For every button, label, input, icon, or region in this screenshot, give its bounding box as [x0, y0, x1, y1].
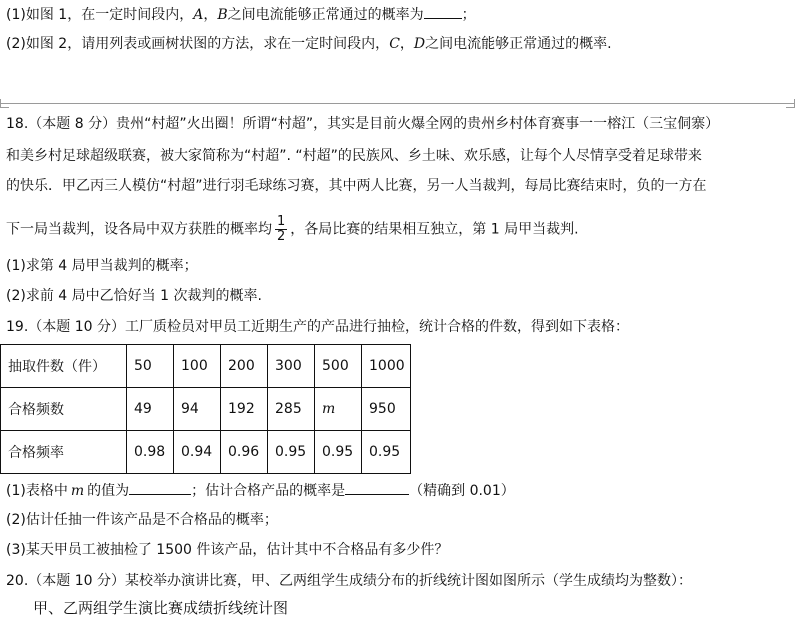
section-mark-right	[786, 99, 795, 108]
table-cell: 500	[315, 345, 362, 388]
q17-part1	[6, 3, 476, 25]
table-cell: m	[315, 388, 362, 431]
table-row	[1, 388, 411, 431]
q19-part3: (3)某天甲员工被抽检了 1500 件该产品，估计其中不合格品有多少件？	[6, 542, 449, 558]
var-c: C	[389, 36, 400, 52]
q17-part2	[6, 34, 612, 54]
table-row	[1, 345, 411, 388]
q18-line4	[6, 215, 579, 244]
table-cell: 100	[174, 345, 221, 388]
table-cell: 50	[127, 345, 174, 388]
chart-title: 甲、乙两组学生演比赛成绩折线统计图	[33, 599, 289, 617]
answer-blank	[345, 479, 409, 495]
var-d: D	[413, 36, 426, 52]
table-cell: 0.95	[268, 431, 315, 474]
q17-part1-text-2: 之间电流能够正常通过的概率为	[227, 7, 424, 23]
q19-part1-text-2: 的值为	[87, 483, 130, 499]
q18-line4-text: 下一局当裁判，设各局中双方获胜的概率均	[6, 221, 272, 238]
fraction-numerator: 1	[277, 214, 286, 229]
q18-part1: (1)求第 4 局甲当裁判的概率；	[6, 258, 198, 274]
table-cell: 300	[268, 345, 315, 388]
table-cell: 94	[174, 388, 221, 431]
answer-blank	[424, 3, 462, 19]
table-cell: 0.98	[127, 431, 174, 474]
q20-intro: 20.（本题 10 分）某校举办演讲比赛，甲、乙两组学生成绩分布的折线统计图如图所示（学生成绩均为整数）：	[6, 573, 692, 589]
fraction-denominator: 2	[277, 229, 286, 244]
table-cell: 200	[221, 345, 268, 388]
q18-line3: 的快乐．甲乙丙三人模仿“村超”进行羽毛球练习赛，其中两人比赛，另一人当裁判，每局比赛结束时，负的一方在	[6, 178, 707, 194]
q17-part1-text: (1)如图 1，在一定时间段内，	[6, 7, 194, 23]
table-cell: 0.95	[362, 431, 411, 474]
q19-part2: (2)估计任抽一件该产品是不合格品的概率；	[6, 512, 278, 528]
q17-part2-text: (2)如图 2，请用列表或画树状图的方法，求在一定时间段内，	[6, 36, 390, 52]
q19-part1-text-3: ；估计合格产品的概率是	[191, 483, 346, 499]
var-a: A	[193, 7, 204, 23]
var-m: m	[70, 483, 85, 499]
q19-part1-text: (1)表格中	[6, 483, 68, 499]
table-cell: 0.94	[174, 431, 221, 474]
var-b: B	[217, 7, 228, 23]
table-cell: 285	[268, 388, 315, 431]
q18-line1: 18.（本题 8 分）贵州“村超”火出圈！所谓“村超”，其实是目前火爆全网的贵州乡村体育赛事一一榕江（三宝侗寨）	[6, 116, 720, 132]
table-cell: 49	[127, 388, 174, 431]
table-cell: 192	[221, 388, 268, 431]
q19-intro: 19.（本题 10 分）工厂质检员对甲员工近期生产的产品进行抽检，统计合格的件数，得到如下表格：	[6, 319, 629, 335]
fraction	[275, 215, 287, 244]
table-cell: 1000	[362, 345, 411, 388]
section-divider	[0, 103, 795, 104]
comma: ，	[399, 36, 414, 52]
q18-line2: 和美乡村足球超级联赛，被大家简称为“村超”. “村超”的民族风、乡土味、欢乐感，让每个人尽情享受着足球带来	[6, 148, 702, 164]
row-header: 合格频数	[1, 388, 127, 431]
table-row	[1, 431, 411, 474]
q18-line4-text-2: ，各局比赛的结果相互独立，第 1 局甲当裁判.	[290, 221, 579, 238]
row-header: 合格频率	[1, 431, 127, 474]
semicolon: ；	[461, 7, 476, 23]
data-table	[0, 344, 411, 474]
comma: ，	[203, 7, 218, 23]
answer-blank	[129, 479, 191, 495]
row-header: 抽取件数（件）	[1, 345, 127, 388]
q18-part2: (2)求前 4 局中乙恰好当 1 次裁判的概率.	[6, 288, 262, 304]
table-cell: 0.95	[315, 431, 362, 474]
q19-part1	[6, 479, 515, 501]
q17-part2-text-2: 之间电流能够正常通过的概率.	[425, 36, 612, 52]
q19-part1-text-4: （精确到 0.01）	[409, 483, 515, 499]
table-cell: 0.96	[221, 431, 268, 474]
table-cell: 950	[362, 388, 411, 431]
